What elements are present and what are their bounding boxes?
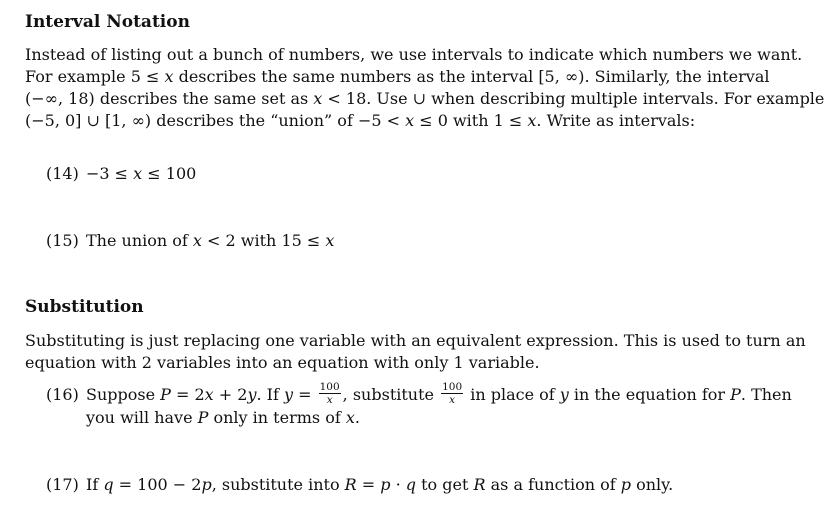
problem-text-line2: you will have 𝑃 only in terms of 𝑥. [86, 408, 360, 427]
paragraph-line: (−∞, 18) describes the same set as 𝑥 < 18. Use ∪ when describing multiple intervals. For example [25, 89, 825, 108]
problem-number: (16) [46, 385, 79, 404]
fraction-numerator: 100 [442, 381, 463, 393]
problem-text-part3: in place of 𝑦 in the equation for 𝑃. Then [470, 385, 792, 404]
problem-14 [46, 163, 196, 184]
paragraph-line: Instead of listing out a bunch of numbers, we use intervals to indicate which numbers we want. [25, 45, 803, 64]
fraction-100-over-x [319, 382, 341, 405]
problem-text-part2: , substitute [342, 385, 434, 404]
fraction-denominator: x [449, 394, 456, 406]
problem-text-part1: Suppose 𝑃 = 2𝑥 + 2𝑦. If 𝑦 = [86, 385, 312, 404]
problem-text: The union of 𝑥 < 2 with 15 ≤ 𝑥 [86, 231, 335, 250]
paragraph-line: Substituting is just replacing one variable with an equivalent expression. This is used to turn an [25, 331, 806, 350]
problem-15 [46, 230, 334, 251]
problem-17 [46, 474, 673, 495]
problem-text: −3 ≤ 𝑥 ≤ 100 [86, 164, 197, 183]
interval-notation-heading: Interval Notation [25, 12, 190, 32]
fraction-100-over-x [441, 382, 463, 405]
fraction-denominator: x [326, 394, 333, 406]
substitution-heading: Substitution [25, 297, 144, 317]
problem-number: (14) [46, 164, 79, 183]
substitution-paragraph [25, 330, 806, 374]
problem-text: If 𝑞 = 100 − 2𝑝, substitute into 𝑅 = 𝑝 · 𝑞 to get 𝑅 as a function of 𝑝 only. [86, 475, 674, 494]
problem-16 [46, 381, 792, 428]
problem-number: (15) [46, 231, 79, 250]
interval-notation-paragraph [25, 44, 825, 132]
fraction-numerator: 100 [319, 381, 340, 393]
paragraph-line: For example 5 ≤ 𝑥 describes the same numbers as the interval [5, ∞). Similarly, the interval [25, 67, 770, 86]
problem-number: (17) [46, 475, 79, 494]
paragraph-line: (−5, 0] ∪ [1, ∞) describes the “union” of −5 < 𝑥 ≤ 0 with 1 ≤ 𝑥. Write as intervals: [25, 111, 696, 130]
paragraph-line: equation with 2 variables into an equation with only 1 variable. [25, 353, 540, 372]
